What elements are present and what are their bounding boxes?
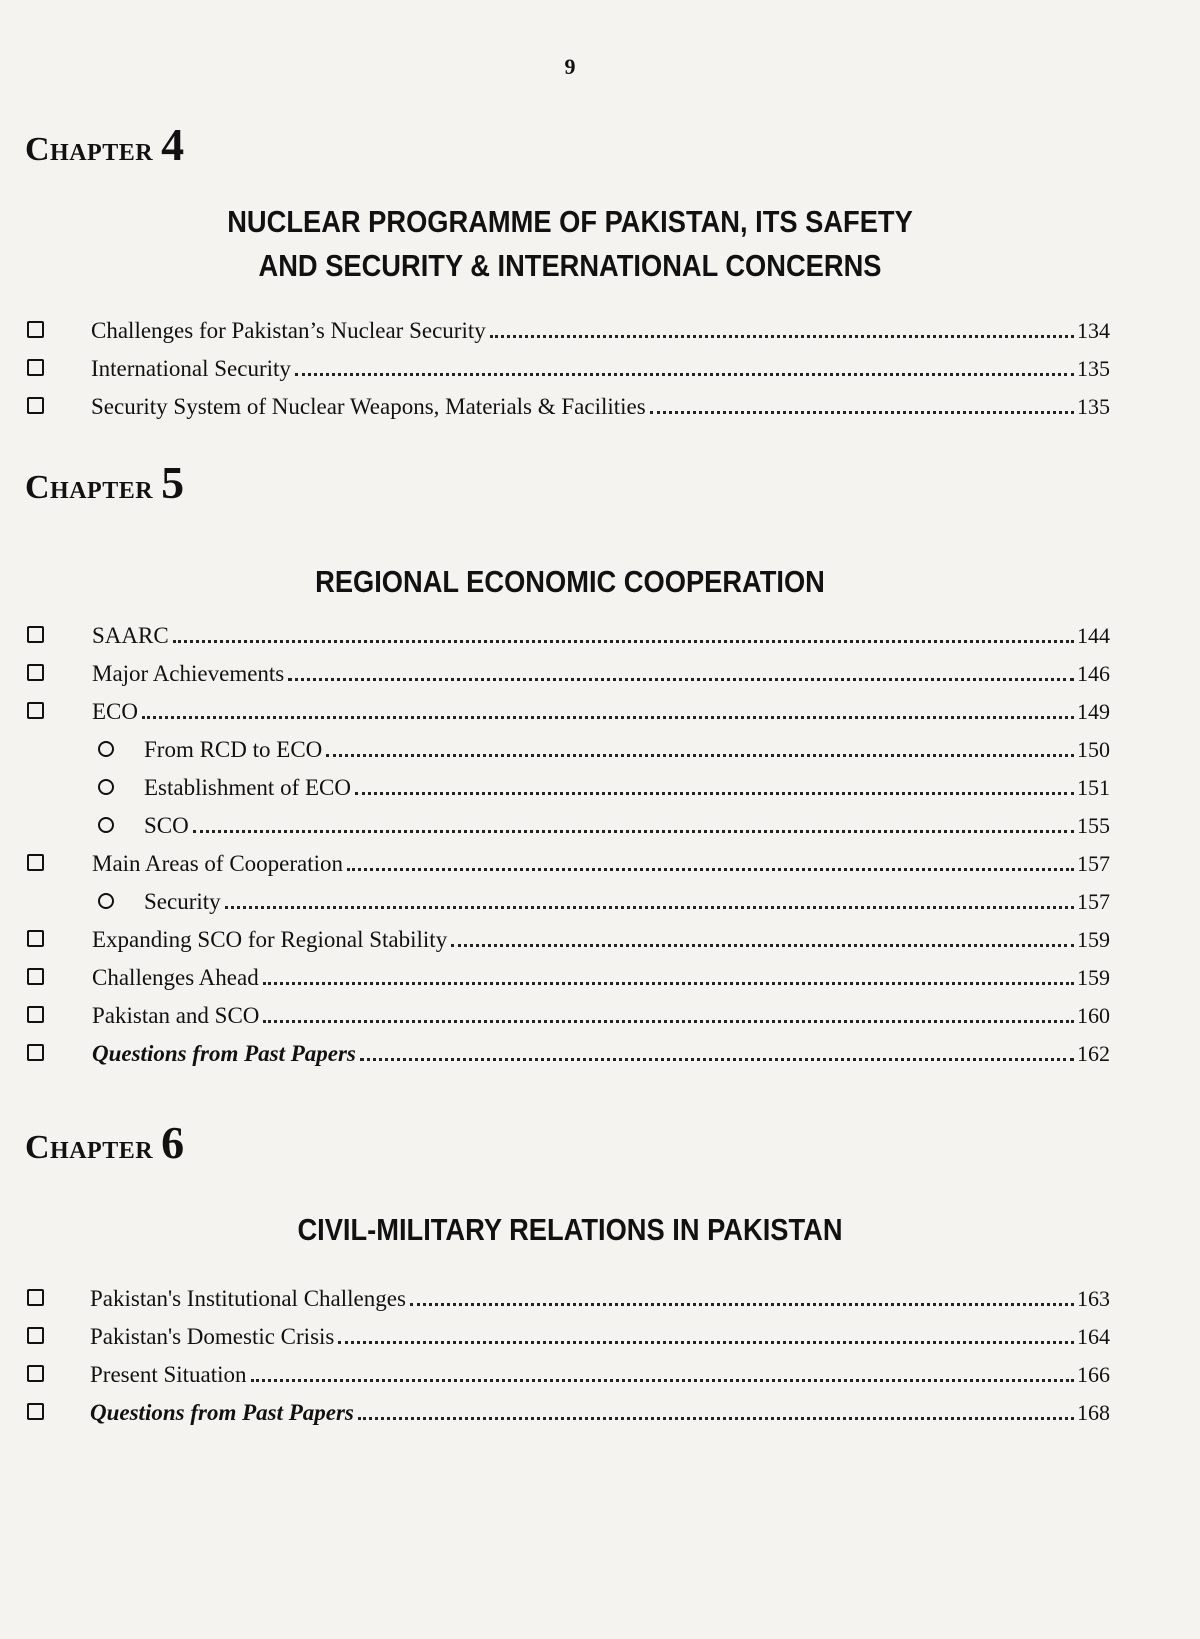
circle-bullet-icon (98, 779, 114, 795)
circle-bullet-icon (98, 741, 114, 757)
toc-page-number: 168 (1077, 1400, 1110, 1425)
page-number: 9 (564, 54, 576, 79)
toc-subentry[interactable] (25, 805, 1110, 843)
toc-page-number: 157 (1077, 851, 1110, 876)
chapter-word: Chapter (25, 131, 154, 168)
leader-dots (358, 1417, 1074, 1420)
checkbox-bullet-icon (27, 1289, 44, 1306)
chapter-heading-5 (25, 456, 185, 509)
leader-dots (360, 1058, 1074, 1061)
chapter-title-6 (200, 1208, 939, 1252)
toc-entry[interactable] (25, 1278, 1110, 1316)
toc-entry-label: From RCD to ECO (144, 737, 323, 762)
leader-dots (142, 716, 1074, 719)
toc-entry-label: Challenges for Pakistan’s Nuclear Security (91, 318, 486, 343)
toc-entry-label: Expanding SCO for Regional Stability (92, 927, 448, 952)
toc-page-number: 166 (1077, 1362, 1110, 1387)
checkbox-bullet-icon (27, 930, 44, 947)
leader-dots (251, 1379, 1074, 1382)
toc-page-number: 151 (1077, 775, 1110, 800)
toc-entry[interactable] (25, 691, 1110, 729)
chapter-title-line: AND SECURITY & INTERNATIONAL CONCERNS (258, 248, 882, 283)
toc-entry[interactable] (25, 310, 1110, 348)
toc-page-number: 134 (1077, 318, 1110, 343)
checkbox-bullet-icon (27, 626, 44, 643)
toc-page-number: 149 (1077, 699, 1110, 724)
toc-subentry[interactable] (25, 767, 1110, 805)
toc-page-number: 162 (1077, 1041, 1110, 1066)
toc-entry[interactable] (25, 1354, 1110, 1392)
toc-entry-label: Pakistan's Domestic Crisis (90, 1324, 335, 1349)
toc-entry[interactable] (25, 1033, 1110, 1071)
toc-entry-label: SAARC (92, 623, 169, 648)
toc-page-number: 160 (1077, 1003, 1110, 1028)
toc-entry-label: Security System of Nuclear Weapons, Materials & Facilities (91, 394, 646, 419)
checkbox-bullet-icon (27, 359, 44, 376)
leader-dots (263, 982, 1074, 985)
checkbox-bullet-icon (27, 397, 44, 414)
leader-dots (173, 640, 1074, 643)
toc-entry-label: Pakistan's Institutional Challenges (90, 1286, 406, 1311)
chapter-number: 6 (161, 1117, 185, 1168)
checkbox-bullet-icon (27, 702, 44, 719)
toc-subentry[interactable] (25, 881, 1110, 919)
circle-bullet-icon (98, 817, 114, 833)
checkbox-bullet-icon (27, 1044, 44, 1061)
toc-entry[interactable] (25, 386, 1110, 424)
toc-entry-label: International Security (91, 356, 291, 381)
toc-entry-label: ECO (92, 699, 138, 724)
toc-entry[interactable] (25, 615, 1110, 653)
toc-entry[interactable] (25, 653, 1110, 691)
checkbox-bullet-icon (27, 1327, 44, 1344)
checkbox-bullet-icon (27, 1403, 44, 1420)
toc-entry-label: Main Areas of Cooperation (92, 851, 344, 876)
checkbox-bullet-icon (27, 321, 44, 338)
toc-entry-label: Present Situation (90, 1362, 247, 1387)
chapter-word: Chapter (25, 469, 154, 506)
chapter-title-line: NUCLEAR PROGRAMME OF PAKISTAN, ITS SAFETY (227, 204, 913, 239)
toc-page-number: 135 (1077, 394, 1110, 419)
toc-entry-label: Questions from Past Papers (92, 1041, 356, 1066)
leader-dots (650, 411, 1074, 414)
toc-entry[interactable] (25, 919, 1110, 957)
toc-entry[interactable] (25, 957, 1110, 995)
leader-dots (263, 1020, 1074, 1023)
toc-entry[interactable] (25, 1392, 1110, 1430)
toc-page-number: 164 (1077, 1324, 1110, 1349)
leader-dots (451, 944, 1074, 947)
chapter-heading-4 (25, 118, 185, 171)
circle-bullet-icon (98, 893, 114, 909)
toc-entry[interactable] (25, 843, 1110, 881)
checkbox-bullet-icon (27, 1365, 44, 1382)
toc-page-number: 150 (1077, 737, 1110, 762)
toc-entry-label: Major Achievements (92, 661, 285, 686)
chapter-title-line: REGIONAL ECONOMIC COOPERATION (315, 564, 825, 599)
toc-entry[interactable] (25, 995, 1110, 1033)
toc-entry-label: Questions from Past Papers (90, 1400, 354, 1425)
toc-entry-label: Pakistan and SCO (92, 1003, 260, 1028)
toc-page-number: 157 (1077, 889, 1110, 914)
toc-entry[interactable] (25, 1316, 1110, 1354)
toc-subentry[interactable] (25, 729, 1110, 767)
toc-page-number: 155 (1077, 813, 1110, 838)
toc-entry-label: SCO (144, 813, 189, 838)
chapter-number: 5 (161, 457, 185, 508)
toc-entry-label: Security (144, 889, 221, 914)
leader-dots (355, 792, 1074, 795)
toc-page-number: 135 (1077, 356, 1110, 381)
leader-dots (347, 868, 1074, 871)
toc-page-number: 146 (1077, 661, 1110, 686)
leader-dots (193, 830, 1074, 833)
toc-page-number: 159 (1077, 927, 1110, 952)
toc-page-number: 159 (1077, 965, 1110, 990)
leader-dots (410, 1303, 1074, 1306)
leader-dots (288, 678, 1074, 681)
checkbox-bullet-icon (27, 1006, 44, 1023)
toc-entry-label: Challenges Ahead (92, 965, 259, 990)
chapter-title-line: CIVIL-MILITARY RELATIONS IN PAKISTAN (297, 1212, 843, 1247)
chapter-word: Chapter (25, 1129, 154, 1166)
chapter-title-5 (200, 560, 939, 604)
checkbox-bullet-icon (27, 854, 44, 871)
chapter-title-4 (200, 200, 939, 288)
leader-dots (490, 335, 1074, 338)
toc-entry-label: Establishment of ECO (144, 775, 351, 800)
toc-page-number: 163 (1077, 1286, 1110, 1311)
checkbox-bullet-icon (27, 664, 44, 681)
leader-dots (338, 1341, 1074, 1344)
leader-dots (295, 373, 1074, 376)
chapter-number: 4 (161, 119, 185, 170)
toc-entry[interactable] (25, 348, 1110, 386)
leader-dots (225, 906, 1074, 909)
chapter-heading-6 (25, 1116, 185, 1169)
toc-page-number: 144 (1077, 623, 1110, 648)
checkbox-bullet-icon (27, 968, 44, 985)
leader-dots (326, 754, 1074, 757)
